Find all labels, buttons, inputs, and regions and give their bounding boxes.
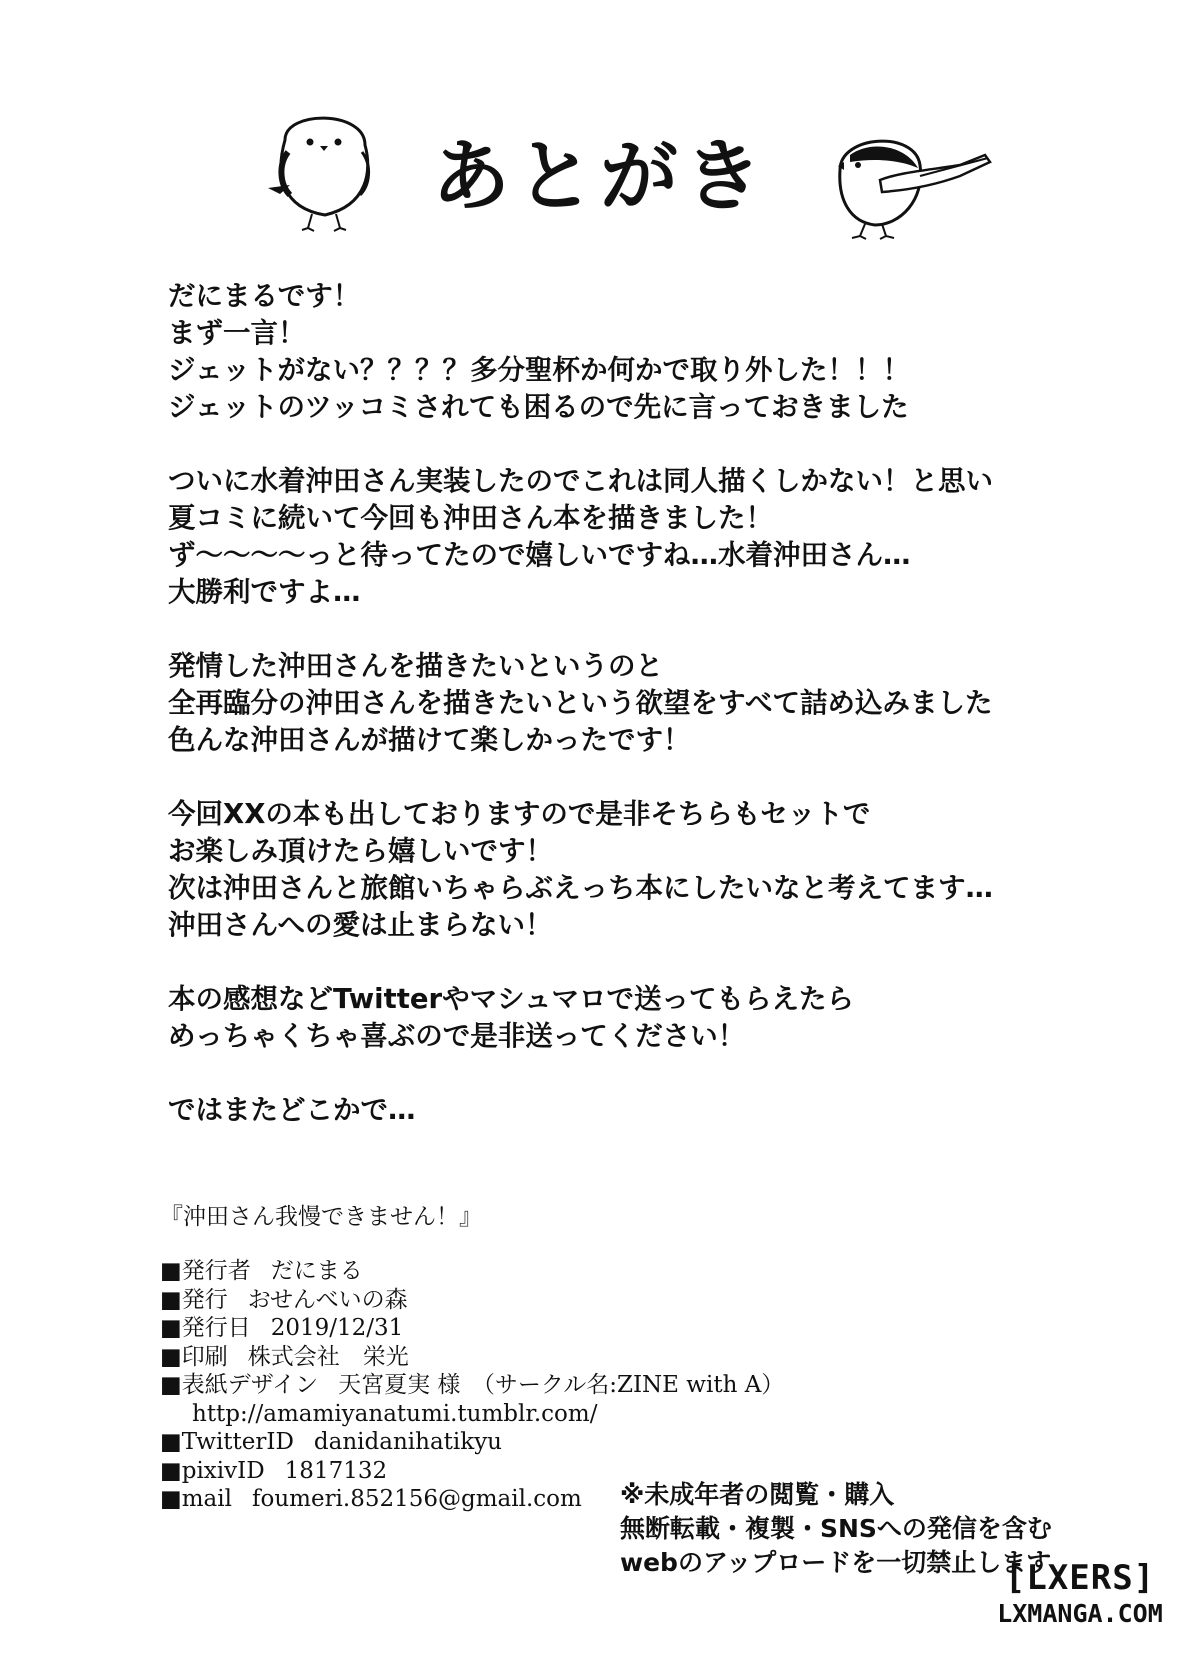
colophon-value: 天宮夏実 様 （サークル名:ZINE with A）	[338, 1372, 785, 1398]
text-line: ついに水着沖田さん実装したのでこれは同人描くしかない！と思い	[168, 465, 993, 497]
text-line: お楽しみ頂けたら嬉しいです！	[168, 835, 553, 867]
colophon-label: ■発行日	[160, 1315, 251, 1341]
paragraph	[168, 278, 1158, 426]
watermark-brand: [LXERS]	[1004, 1558, 1156, 1598]
page-title: あとがき	[431, 131, 768, 222]
colophon-label: ■発行	[160, 1286, 228, 1313]
long-tailed-tit-side-icon	[820, 110, 1000, 250]
colophon-row-twitter	[160, 1428, 784, 1457]
text-line: 今回XXの本も出しておりますので是非そちらもセットで	[168, 798, 871, 830]
colophon-value: 2019/12/31	[270, 1315, 404, 1341]
colophon-label: ■mail	[160, 1486, 232, 1512]
colophon-value: 1817132	[284, 1457, 388, 1484]
text-line: めっちゃくちゃ喜ぶので是非送ってください！	[168, 1020, 746, 1052]
colophon-value: danidanihatikyu	[313, 1429, 502, 1455]
long-tailed-tit-front-icon	[250, 90, 400, 240]
text-line: 次は沖田さんと旅館いちゃらぶえっち本にしたいなと考えてます…	[168, 872, 993, 904]
colophon-label: ■TwitterID	[160, 1429, 294, 1455]
text-line: 沖田さんへの愛は止まらない！	[168, 909, 553, 941]
paragraph	[168, 648, 1158, 759]
afterword-header	[0, 90, 1200, 250]
text-line: だにまるです！	[168, 280, 361, 312]
colophon-row-date	[160, 1314, 784, 1343]
text-line: まず一言！	[168, 317, 306, 349]
text-line: 色んな沖田さんが描けて楽しかったです！	[168, 724, 691, 756]
text-line: ず〜〜〜〜っと待ってたので嬉しいですね…水着沖田さん…	[168, 539, 911, 571]
notice-line: ※未成年者の閲覧・購入	[620, 1480, 895, 1509]
afterword-body	[168, 278, 1158, 1166]
colophon-row-url	[160, 1400, 784, 1429]
notice-line: 無断転載・複製・SNSへの発信を含む	[620, 1514, 1052, 1543]
paragraph	[168, 796, 1158, 944]
colophon-label: ■印刷	[160, 1343, 228, 1370]
notice-line: webのアップロードを一切禁止します	[620, 1548, 1052, 1577]
text-line: 大勝利ですよ…	[168, 576, 361, 608]
text-line: ジェットのツッコミされても困るので先に言っておきました	[168, 391, 909, 423]
text-line: ではまたどこかで…	[168, 1094, 416, 1126]
colophon-row-printer	[160, 1343, 784, 1372]
colophon-row-cover-design	[160, 1371, 784, 1400]
text-line: 本の感想などTwitterやマシュマロで送ってもらえたら	[168, 983, 855, 1015]
colophon-value: だにまる	[270, 1258, 363, 1284]
paragraph	[168, 1092, 1158, 1129]
colophon-row-circle	[160, 1286, 784, 1315]
colophon-label: ■表紙デザイン	[160, 1372, 319, 1398]
colophon-value: おせんべいの森	[247, 1286, 408, 1313]
colophon-row-publisher	[160, 1257, 784, 1286]
text-line: ジェットがない？？？？多分聖杯か何かで取り外した！！！	[168, 354, 910, 386]
colophon-value: 株式会社 栄光	[247, 1343, 409, 1370]
colophon-label: ■pixivID	[160, 1457, 265, 1484]
designer-url-link[interactable]: http://amamiyanatumi.tumblr.com/	[192, 1400, 598, 1427]
colophon-label: ■発行者	[160, 1258, 251, 1284]
text-line: 夏コミに続いて今回も沖田さん本を描きました！	[168, 502, 773, 534]
watermark-site: LXMANGA.COM	[997, 1599, 1163, 1628]
watermark	[975, 1558, 1185, 1630]
colophon-value: foumeri.852156@gmail.com	[251, 1486, 582, 1512]
book-title: 『沖田さん我慢できません！』	[160, 1204, 482, 1230]
paragraph	[168, 463, 1158, 611]
text-line: 発情した沖田さんを描きたいというのと	[168, 650, 663, 682]
paragraph	[168, 981, 1158, 1055]
text-line: 全再臨分の沖田さんを描きたいという欲望をすべて詰め込みました	[168, 687, 993, 719]
colophon	[160, 1257, 784, 1514]
